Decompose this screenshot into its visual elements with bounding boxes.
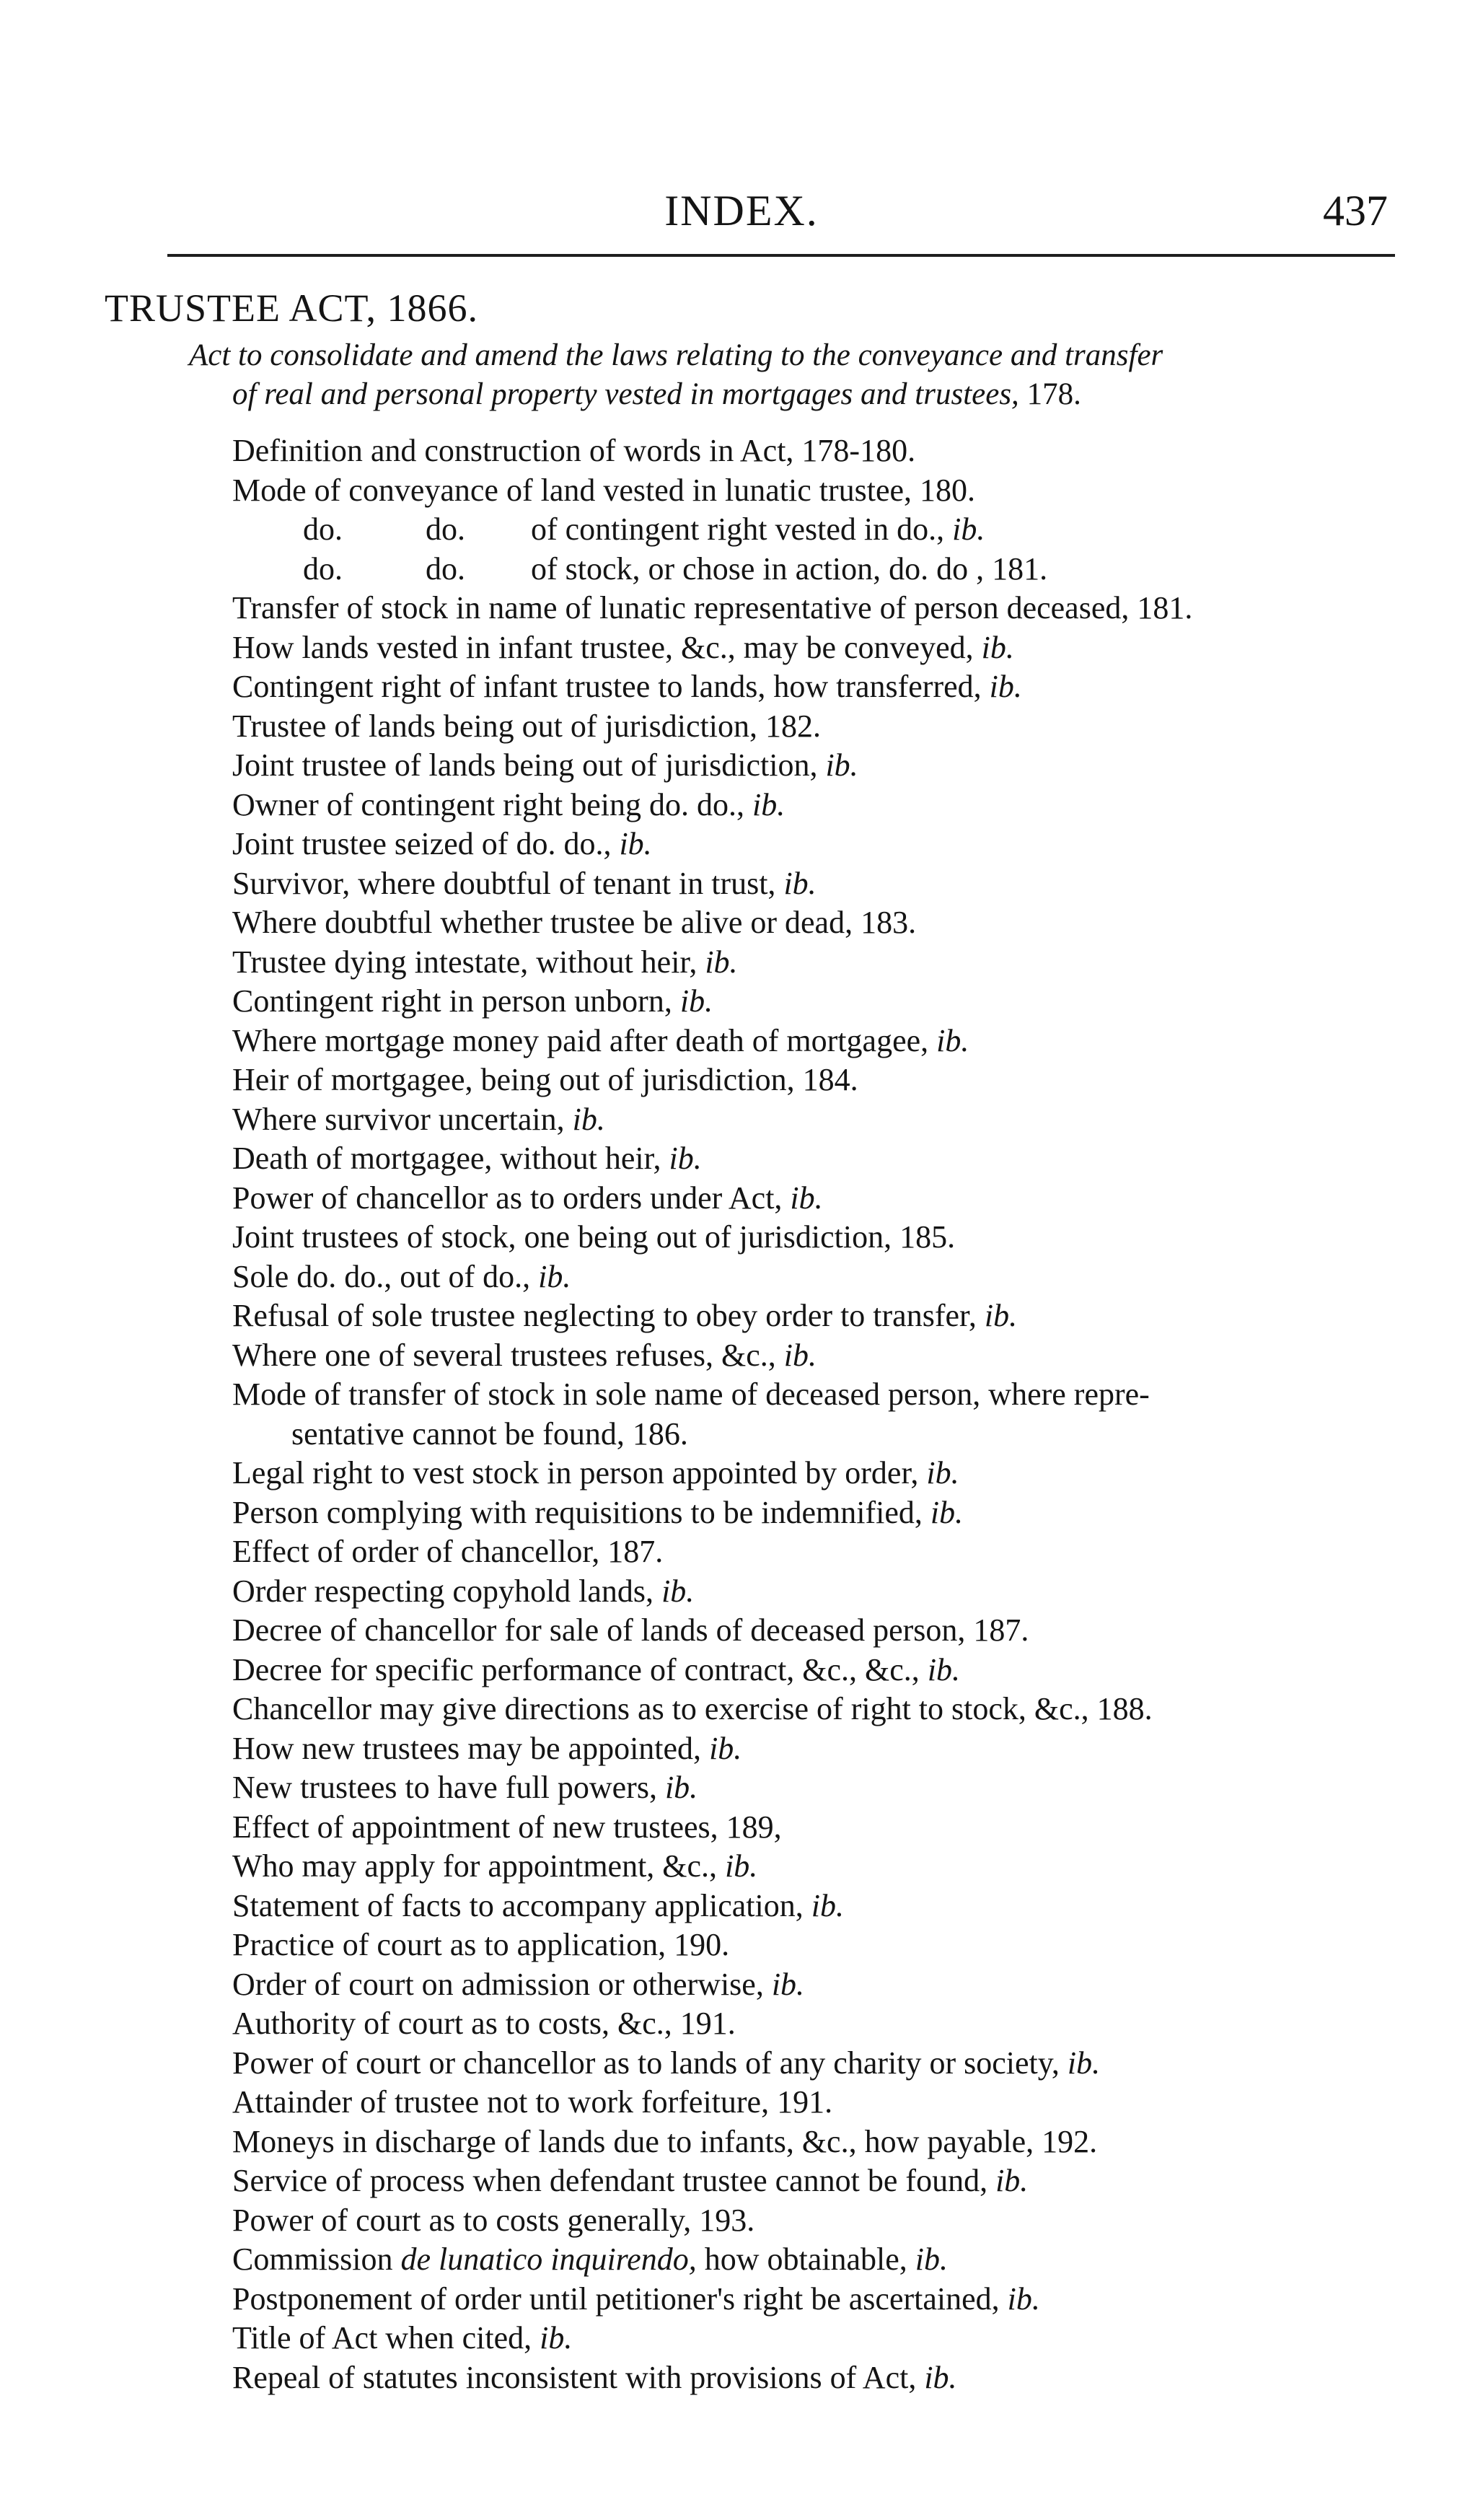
index-entry — [232, 982, 1451, 1022]
entry-text: Postponement of order until petitioner's right be ascertained, — [232, 2280, 1000, 2317]
ditto-mark: do. — [426, 512, 465, 547]
ibidem-reference: ib. — [930, 1494, 964, 1530]
index-entry — [232, 667, 1451, 707]
index-entry — [232, 1493, 1451, 1533]
ditto-mark: do. — [303, 512, 343, 547]
index-entry — [232, 1847, 1451, 1887]
entry-text: Death of mortgagee, without heir, — [232, 1141, 661, 1176]
ibidem-reference: ib. — [1067, 2045, 1101, 2081]
ibidem-reference: ib. — [538, 1258, 571, 1294]
index-entry — [232, 1061, 1451, 1100]
entry-text: Who may apply for appointment, &c., — [232, 1848, 718, 1884]
entry-text: Sole do. do., out of do., — [232, 1258, 531, 1294]
entry-text: Commission — [232, 2242, 393, 2277]
index-entry — [232, 589, 1451, 628]
index-entry — [232, 1611, 1451, 1651]
index-entry — [232, 2319, 1451, 2358]
index-entry — [232, 550, 1451, 589]
entry-text: Contingent right of infant trustee to lands, how transferred, — [232, 669, 982, 704]
entry-text: of stock, or chose in action, do. do , 181. — [531, 550, 1048, 587]
index-entry — [232, 1808, 1451, 1848]
index-entry — [232, 1651, 1451, 1690]
entry-italic-phrase: de lunatico inquirendo, — [400, 2242, 697, 2277]
ditto-mark: do. — [303, 550, 343, 587]
index-entry — [232, 1572, 1451, 1612]
ibidem-reference: ib. — [540, 2320, 573, 2356]
ibidem-reference: ib. — [1007, 2280, 1040, 2317]
entry-text: Survivor, where doubtful of tenant in trust, — [232, 865, 776, 901]
index-entry — [232, 786, 1451, 825]
index-entry — [232, 1257, 1451, 1297]
ibidem-reference: ib. — [790, 1180, 823, 1216]
entry-text: Refusal of sole trustee neglecting to obey order to transfer, — [232, 1298, 977, 1333]
index-entry — [232, 2240, 1451, 2280]
entry-text: Mode of conveyance of land vested in lunatic trustee, 180. — [232, 472, 976, 508]
ibidem-reference: ib. — [989, 669, 1022, 704]
entry-text-continued: how obtainable, — [704, 2242, 907, 2277]
entry-text: of contingent right vested in do., — [531, 512, 945, 547]
ibidem-reference: ib. — [752, 786, 785, 822]
entry-text: Joint trustees of stock, one being out of jurisdiction, 185. — [232, 1219, 956, 1255]
entry-text: Attainder of trustee not to work forfeiture, 191. — [232, 2084, 833, 2120]
page-header-title: INDEX. — [664, 187, 819, 234]
entry-text: Transfer of stock in name of lunatic representative of person deceased, 181. — [232, 590, 1193, 625]
index-entry — [232, 746, 1451, 786]
index-entry — [232, 1887, 1451, 1926]
ibidem-reference: ib. — [669, 1141, 702, 1176]
entry-text: Practice of court as to application, 190. — [232, 1927, 730, 1962]
index-entry — [232, 903, 1451, 943]
ibidem-reference: ib. — [709, 1730, 742, 1766]
index-entry — [232, 1532, 1451, 1572]
entry-text: Owner of contingent right being do. do., — [232, 786, 744, 822]
index-entry — [232, 431, 1451, 471]
index-entry — [232, 1768, 1451, 1808]
index-entry — [232, 1336, 1451, 1376]
index-entry — [232, 1179, 1451, 1219]
index-entry — [232, 1690, 1451, 1729]
index-entry — [232, 2280, 1451, 2319]
entry-text: Decree for specific performance of contract, &c., &c., — [232, 1651, 920, 1687]
ibidem-reference: ib. — [664, 1770, 698, 1805]
entry-text: How new trustees may be appointed, — [232, 1730, 702, 1766]
ibidem-reference: ib. — [936, 1022, 969, 1058]
entry-text: Definition and construction of words in Act, 178-180. — [232, 433, 916, 468]
entry-text: Effect of order of chancellor, 187. — [232, 1534, 664, 1569]
ibidem-reference: ib. — [811, 1887, 844, 1923]
index-entry — [232, 1296, 1451, 1336]
ibidem-reference: ib. — [924, 2359, 957, 2395]
entry-continuation: sentative cannot be found, 186. — [291, 1415, 688, 1452]
entry-text: Trustee of lands being out of jurisdiction, 182. — [232, 708, 821, 744]
subheading-line-2-text: of real and personal property vested in mortgages and trustees, — [232, 377, 1019, 411]
subheading-line-1: Act to consolidate and amend the laws relating to the conveyance and transfer — [189, 338, 1163, 372]
index-entry — [232, 2083, 1451, 2122]
entry-text: Order respecting copyhold lands, — [232, 1573, 654, 1609]
entry-text: Title of Act when cited, — [232, 2320, 532, 2356]
entry-text: Legal right to vest stock in person appointed by order, — [232, 1455, 919, 1491]
index-entry — [232, 1022, 1451, 1061]
index-entry — [232, 707, 1451, 747]
index-entry — [232, 1139, 1451, 1179]
entry-text: Contingent right in person unborn, — [232, 983, 672, 1019]
entry-text: Joint trustee seized of do. do., — [232, 826, 612, 861]
entry-text: Power of court as to costs generally, 193. — [232, 2202, 755, 2238]
index-entry — [232, 825, 1451, 864]
ibidem-reference: ib. — [679, 983, 713, 1019]
ibidem-reference: ib. — [705, 944, 738, 980]
ibidem-reference: ib. — [984, 1298, 1018, 1333]
ibidem-reference: ib. — [915, 2242, 948, 2277]
subheading-page-ref: 178. — [1026, 377, 1081, 411]
index-entry — [232, 2201, 1451, 2241]
ibidem-reference: ib. — [783, 865, 817, 901]
ibidem-reference: ib. — [619, 826, 652, 861]
section-heading: TRUSTEE ACT, 1866. — [105, 286, 479, 330]
entry-text: Where mortgage money paid after death of mortgagee, — [232, 1022, 929, 1058]
section-subheading — [189, 336, 1430, 414]
ibidem-reference: ib. — [927, 1651, 961, 1687]
index-entry — [232, 1965, 1451, 2005]
index-entry — [232, 2044, 1451, 2084]
entry-text: Mode of transfer of stock in sole name of deceased person, where repre- — [232, 1377, 1150, 1412]
entry-text: Authority of court as to costs, &c., 191. — [232, 2006, 736, 2041]
index-entry — [232, 628, 1451, 668]
ibidem-reference: ib. — [995, 2163, 1029, 2198]
index-entry — [232, 1729, 1451, 1769]
entry-text: Power of chancellor as to orders under Act, — [232, 1180, 783, 1216]
header-rule — [167, 254, 1395, 257]
entry-text: Decree of chancellor for sale of lands of deceased person, 187. — [232, 1612, 1029, 1648]
entry-text: Moneys in discharge of lands due to infants, &c., how payable, 192. — [232, 2123, 1098, 2159]
ibidem-reference: ib. — [572, 1101, 605, 1137]
entry-text: Effect of appointment of new trustees, 189, — [232, 1809, 782, 1845]
index-entry — [232, 864, 1451, 904]
entry-text: Trustee dying intestate, without heir, — [232, 944, 698, 980]
ibidem-reference: ib. — [825, 747, 858, 783]
entry-text: Service of process when defendant trustee cannot be found, — [232, 2163, 988, 2198]
ibidem-reference: ib. — [926, 1455, 959, 1491]
ibidem-reference: ib. — [981, 629, 1014, 665]
entry-text: Where survivor uncertain, — [232, 1101, 565, 1137]
entry-text: Statement of facts to accompany application, — [232, 1887, 804, 1923]
entry-text: Person complying with requisitions to be indemnified, — [232, 1494, 923, 1530]
index-entry — [232, 2004, 1451, 2044]
ibidem-reference: ib. — [771, 1966, 805, 2002]
ibidem-reference: ib. — [725, 1848, 758, 1884]
index-entry — [232, 510, 1451, 550]
index-entry — [232, 1926, 1451, 1965]
entry-text: How lands vested in infant trustee, &c., may be conveyed, — [232, 629, 974, 665]
ibidem-reference: ib. — [783, 1337, 817, 1373]
subheading-line-2 — [189, 375, 1430, 414]
index-entry — [232, 1454, 1451, 1493]
entry-text: Where doubtful whether trustee be alive or dead, 183. — [232, 905, 917, 940]
ibidem-reference: ib. — [952, 512, 985, 547]
entry-text: Chancellor may give directions as to exercise of right to stock, &c., 188. — [232, 1691, 1153, 1726]
index-entry — [232, 2161, 1451, 2201]
entry-text: Order of court on admission or otherwise, — [232, 1966, 764, 2002]
index-entry — [232, 1218, 1451, 1257]
index-entry — [232, 471, 1451, 511]
index-entry — [232, 2358, 1451, 2398]
ibidem-reference: ib. — [661, 1573, 695, 1609]
index-entry — [232, 2122, 1451, 2162]
index-entry — [232, 943, 1451, 983]
page-number: 437 — [1323, 187, 1388, 234]
entry-text: Repeal of statutes inconsistent with provisions of Act, — [232, 2359, 917, 2395]
index-entries — [232, 431, 1451, 2397]
index-entry — [232, 1100, 1451, 1140]
entry-text: Power of court or chancellor as to lands of any charity or society, — [232, 2045, 1060, 2081]
entry-text: Heir of mortgagee, being out of jurisdiction, 184. — [232, 1062, 858, 1097]
ditto-mark: do. — [426, 550, 465, 587]
entry-text: New trustees to have full powers, — [232, 1770, 657, 1805]
entry-text: Joint trustee of lands being out of jurisdiction, — [232, 747, 818, 783]
entry-text: Where one of several trustees refuses, &c., — [232, 1337, 776, 1373]
index-entry — [232, 1375, 1451, 1454]
